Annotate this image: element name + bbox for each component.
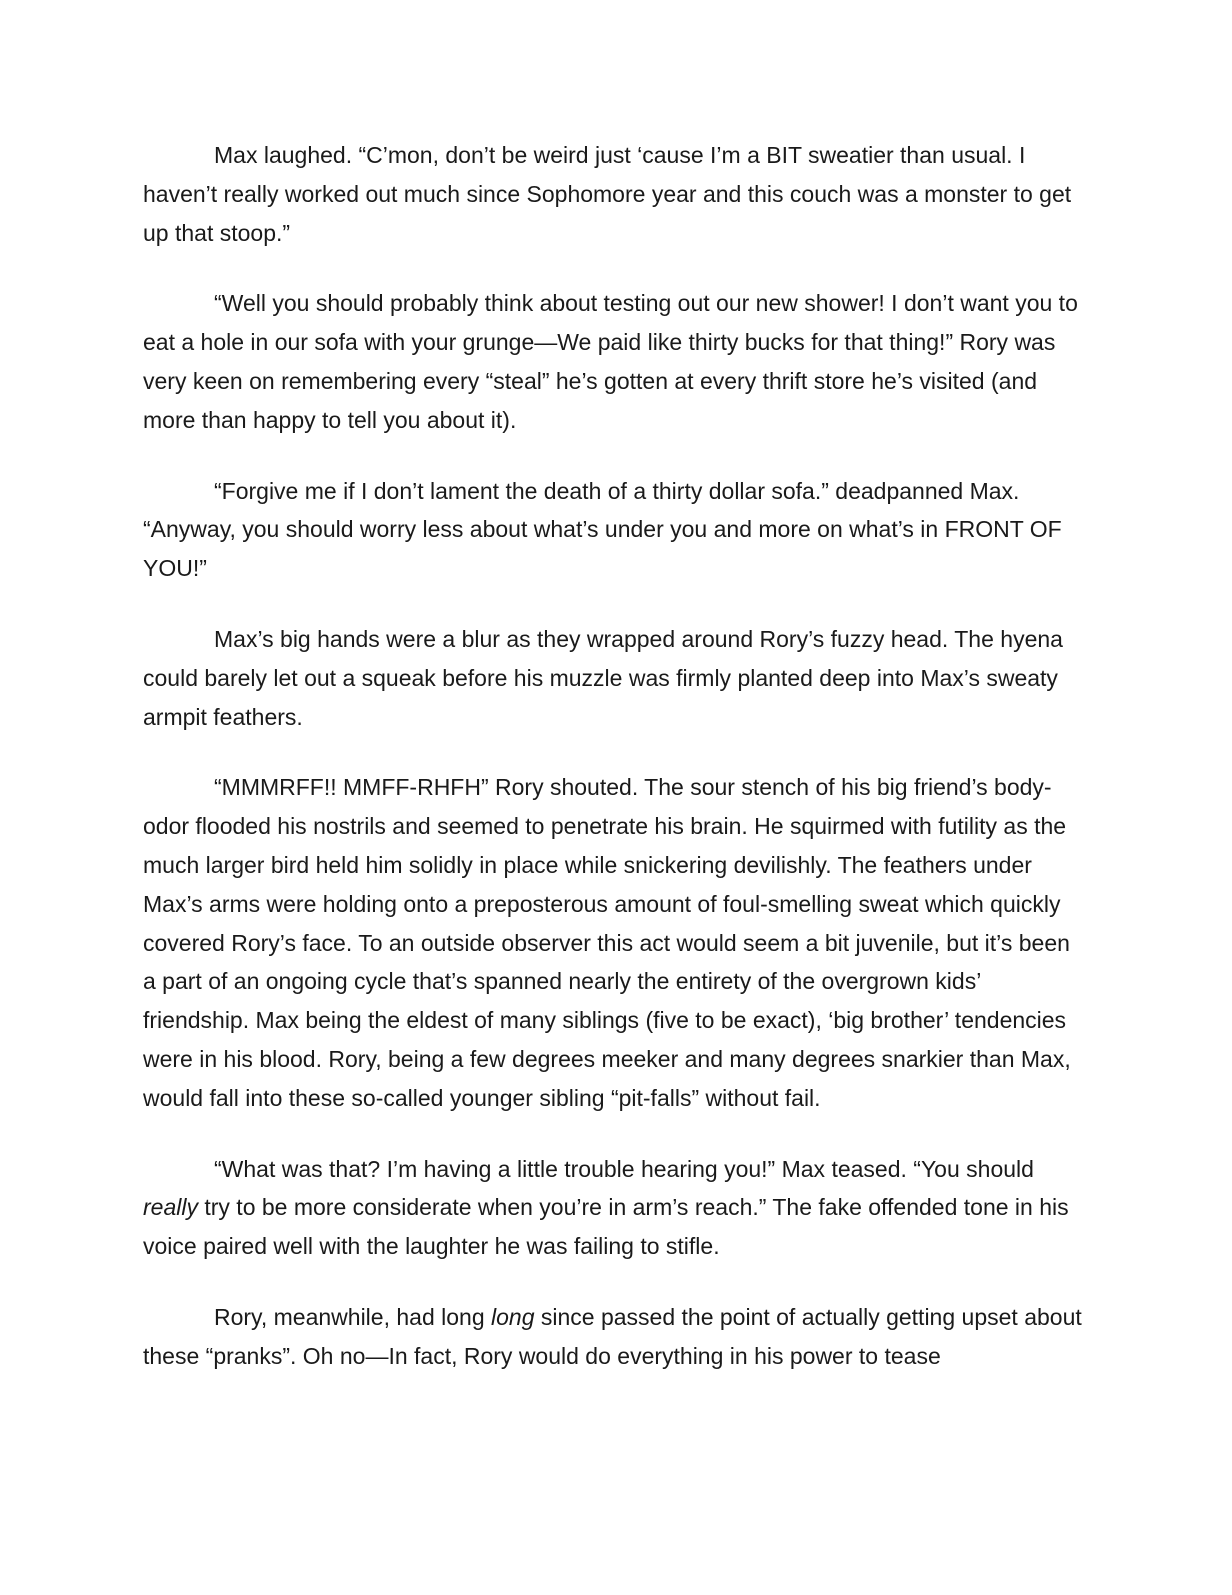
paragraph-text: try to be more considerate when you’re in arm’s reach.” The fake offended tone in his voice paired well with the laughter he was failing to stifle. [143, 1194, 1069, 1260]
italic-text: long [491, 1303, 535, 1330]
paragraph [143, 768, 1083, 1117]
paragraph-text: Rory, meanwhile, had long [214, 1303, 491, 1330]
paragraph [143, 472, 1083, 588]
paragraph [143, 1150, 1083, 1266]
document-body [143, 136, 1083, 1376]
paragraph [143, 284, 1083, 439]
paragraph-text: since passed the point of actually getting upset about these “pranks”. Oh no—In fact, Rory would do everything in his power to tease [143, 1303, 1082, 1369]
paragraph-text: “MMMRFF!! MMFF-RHFH” Rory shouted. The sour stench of his big friend’s body-odor flooded his nostrils and seemed to penetrate his brain. He squirmed with futility as the much larger bird held him solidly in place while snickering devilishly. The feathers under Max’s arms were holding onto a preposterous amount of foul-smelling sweat which quickly covered Rory’s face. To an outside observer this act would seem a bit juvenile, but it’s been a part of an ongoing cycle that’s spanned nearly the entirety of the overgrown kids’ friendship. Max being the eldest of many siblings (five to be exact), ‘big brother’ tendencies were in his blood. Rory, being a few degrees meeker and many degrees snarkier than Max, would fall into these so-called younger sibling “pit-falls” without fail. [143, 774, 1071, 1111]
paragraph-text: Max laughed. “C’mon, don’t be weird just ‘cause I’m a BIT sweatier than usual. I haven’t really worked out much since Sophomore year and this couch was a monster to get up that stoop.” [143, 142, 1072, 246]
paragraph-text: Max’s big hands were a blur as they wrapped around Rory’s fuzzy head. The hyena could barely let out a squeak before his muzzle was firmly planted deep into Max’s sweaty armpit feathers. [143, 625, 1063, 730]
paragraph-text: “Well you should probably think about testing out our new shower! I don’t want you to eat a hole in our sofa with your grunge—We paid like thirty bucks for that thing!” Rory was very keen on remembering every “steal” he’s gotten at every thrift store he’s visited (and more than happy to tell you about it). [143, 290, 1078, 433]
paragraph [143, 136, 1083, 252]
paragraph [143, 620, 1083, 736]
italic-text: really [143, 1194, 198, 1221]
paragraph [143, 1298, 1083, 1376]
paragraph-text: “Forgive me if I don’t lament the death of a thirty dollar sofa.” deadpanned Max. “Anyway, you should worry less about what’s under you and more on what’s in FRONT OF YOU!” [143, 477, 1062, 582]
paragraph-text: “What was that? I’m having a little trouble hearing you!” Max teased. “You should [214, 1155, 1034, 1182]
